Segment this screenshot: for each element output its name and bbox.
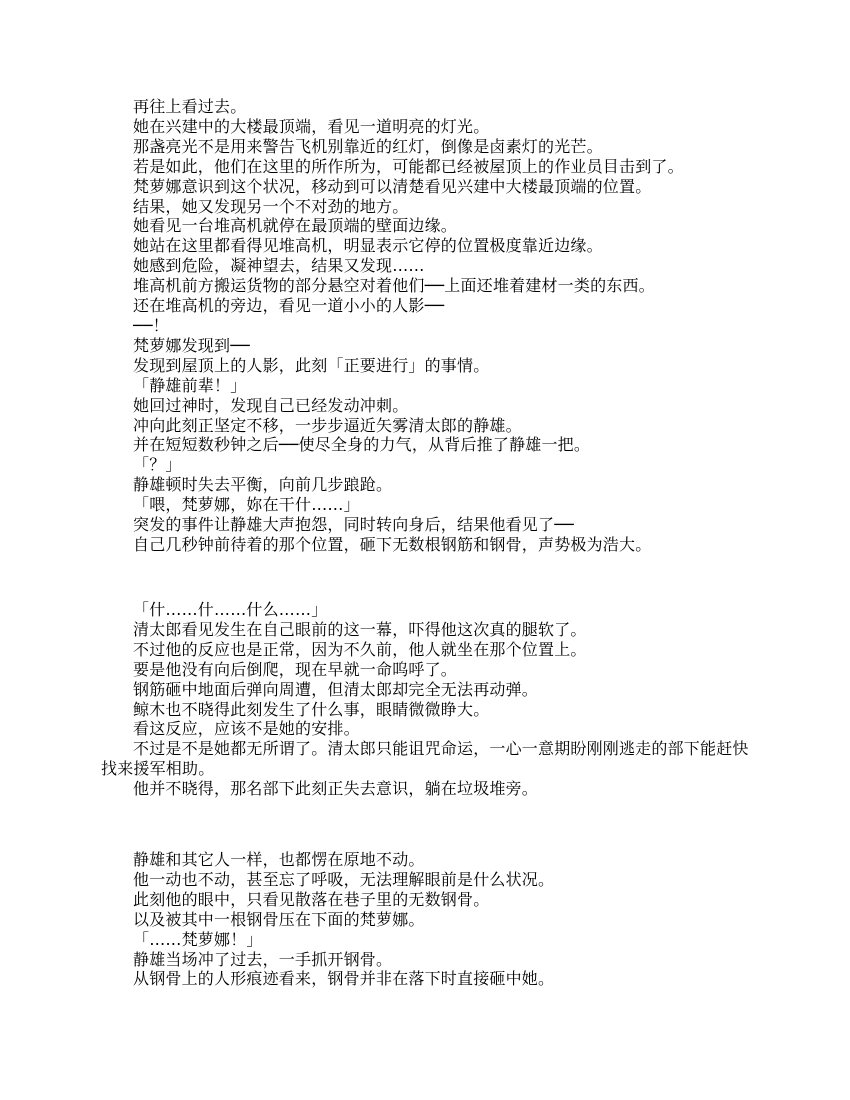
paragraph: 若是如此，他们在这里的所作所为，可能都已经被屋顶上的作业员目击到了。	[133, 156, 684, 176]
paragraph: 她回过神时，发现自己已经发动冲刺。	[133, 395, 409, 415]
paragraph: 静雄当场冲了过去，一手抓开钢骨。	[133, 949, 393, 969]
paragraph: 「什……什……什么……」	[133, 600, 328, 619]
paragraph: 静雄和其它人一样，也都愣在原地不动。	[133, 850, 425, 869]
paragraph: 「？」	[133, 455, 182, 475]
paragraph: 从钢骨上的人形痕迹看来，钢骨并非在落下时直接砸中她。	[133, 969, 555, 989]
paragraph: 看这反应，应该不是她的安排。	[133, 719, 360, 739]
paragraph: 她在兴建中的大楼最顶端，看见一道明亮的灯光。	[133, 116, 490, 136]
paragraph: 自己几秒钟前待着的那个位置，砸下无数根钢筋和钢骨，声势极为浩大。	[133, 534, 652, 554]
paragraph: 再往上看过去。	[133, 97, 247, 116]
paragraph: 静雄顿时失去平衡，向前几步踉跄。	[133, 475, 393, 495]
paragraph: 不过是不是她都无所谓了。清太郎只能诅咒命运，一心一意期盼刚刚逃走的部下能赶快找来援军相助。	[101, 739, 749, 779]
paragraph: 「……梵萝娜！」	[133, 929, 263, 949]
paragraph: 鲸木也不晓得此刻发生了什么事，眼睛微微睁大。	[133, 699, 490, 719]
paragraph: 他一动也不动，甚至忘了呼吸，无法理解眼前是什么状况。	[133, 869, 555, 889]
paragraph: 此刻他的眼中，只看见散落在巷子里的无数钢骨。	[133, 889, 490, 909]
paragraph: 她站在这里都看得见堆高机，明显表示它停的位置极度靠近边缘。	[133, 236, 603, 256]
paragraph: 她看见一台堆高机就停在最顶端的壁面边缘。	[133, 216, 458, 236]
paragraph: 不过他的反应也是正常，因为不久前，他人就坐在那个位置上。	[133, 639, 587, 659]
paragraph: 「静雄前辈！」	[133, 375, 247, 395]
paragraph: 结果，她又发现另一个不对劲的地方。	[133, 196, 409, 216]
text-section-3	[101, 850, 753, 989]
paragraph: 冲向此刻正坚定不移，一步步逼近矢雾清太郎的静雄。	[133, 415, 522, 435]
paragraph: 钢筋砸中地面后弹向周遭，但清太郎却完全无法再动弹。	[133, 679, 539, 699]
paragraph: 梵萝娜发现到──	[133, 335, 250, 355]
paragraph: 清太郎看见发生在自己眼前的这一幕，吓得他这次真的腿软了。	[133, 619, 587, 639]
text-section-2	[101, 600, 753, 799]
paragraph: 发现到屋顶上的人影，此刻「正要进行」的事情。	[133, 355, 490, 375]
paragraph: ──！	[133, 315, 169, 335]
paragraph: 并在短短数秒钟之后──使尽全身的力气，从背后推了静雄一把。	[133, 435, 591, 455]
text-section-1	[101, 97, 753, 555]
paragraph: 梵萝娜意识到这个状况，移动到可以清楚看见兴建中大楼最顶端的位置。	[133, 176, 652, 196]
paragraph: 她感到危险，凝神望去，结果又发现……	[133, 256, 425, 276]
paragraph: 那盏亮光不是用来警告飞机别靠近的红灯，倒像是卤素灯的光芒。	[133, 136, 603, 156]
paragraph: 堆高机前方搬运货物的部分悬空对着他们──上面还堆着建材一类的东西。	[133, 276, 655, 296]
paragraph: 以及被其中一根钢骨压在下面的梵萝娜。	[133, 909, 425, 929]
paragraph: 突发的事件让静雄大声抱怨，同时转向身后，结果他看见了──	[133, 515, 574, 535]
paragraph: 还在堆高机的旁边，看见一道小小的人影──	[133, 296, 445, 316]
paragraph: 要是他没有向后倒爬，现在早就一命呜呼了。	[133, 659, 458, 679]
paragraph: 他并不晓得，那名部下此刻正失去意识，躺在垃圾堆旁。	[133, 779, 539, 799]
paragraph: 「喂，梵萝娜，妳在干什……」	[133, 495, 360, 515]
